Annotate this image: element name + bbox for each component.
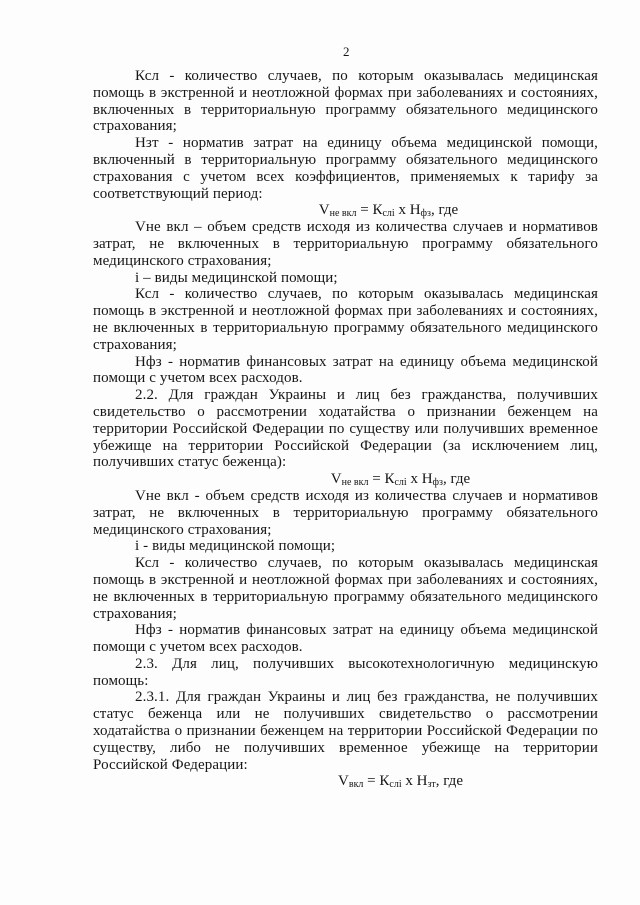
formula-v-ne-vkl-1: $V_{не вкл} = К_{слi}$ х $Н_{фз}$, где bbox=[318, 202, 459, 220]
formula-v-ne-vkl-2: $V_{не вкл} = К_{слi}$ х $Н_{фз}$, где bbox=[330, 471, 471, 489]
paragraph-nfz-definition-2: Нфз - норматив финансовых затрат на единицу объема медицинской помощи с учетом всех расходов. bbox=[93, 622, 598, 656]
section-2-2-heading: 2.2. Для граждан Украины и лиц без гражданства, получивших свидетельство о рассмотрении ходатайства о признании беженцем на территории Российской Федерации по существу или получивших временное убежище на территории Российской Федерации (за исключением лиц, получивших статус беженца): bbox=[93, 387, 598, 471]
paragraph-v-ne-vkl-definition-1: Vне вкл – объем средств исходя из количества случаев и нормативов затрат, не включенных в территориальную программу обязательного медицинского страхования; bbox=[93, 219, 598, 269]
paragraph-v-ne-vkl-definition-2: Vне вкл - объем средств исходя из количества случаев и нормативов затрат, не включенных в территориальную программу обязательного медицинского страхования; bbox=[93, 487, 598, 538]
paragraph-ksl-definition-1: Ксл - количество случаев, по которым оказывалась медицинская помощь в экстренной и неотложной формах при заболеваниях и состояниях, включенных в территориальную программу обязательного медицинского страхования; bbox=[93, 68, 598, 135]
page-number: 2 bbox=[343, 44, 350, 59]
section-2-3-1-heading: 2.3.1. Для граждан Украины и лиц без гражданства, не получивших статус беженца или не получивших свидетельство о рассмотрении ходатайства о признании беженцем на территории Российской Федерации по существу, либо не получивших временное убежище на территории Российской Федерации: bbox=[93, 689, 598, 773]
paragraph-ksl-definition-3: Ксл - количество случаев, по которым оказывалась медицинская помощь в экстренной и неотложной формах при заболеваниях и состояниях, не включенных в территориальную программу обязательного медицинского страхования; bbox=[93, 555, 598, 622]
paragraph-i-definition-1: i – виды медицинской помощи; bbox=[135, 269, 338, 286]
formula-v-vkl: $V_{вкл} = К_{слi}$ х $Н_{зт}$, где bbox=[338, 773, 463, 791]
paragraph-nzt-definition: Нзт - норматив затрат на единицу объема медицинской помощи, включенный в территориальную программу обязательного медицинского страхования с учетом всех коэффициентов, применяемых к тарифу за соответствующий период: bbox=[93, 135, 598, 202]
paragraph-i-definition-2: i - виды медицинской помощи; bbox=[135, 538, 336, 555]
paragraph-nfz-definition-1: Нфз - норматив финансовых затрат на единицу объема медицинской помощи с учетом всех расходов. bbox=[93, 353, 598, 387]
document-body bbox=[93, 68, 598, 790]
paragraph-ksl-definition-2: Ксл - количество случаев, по которым оказывалась медицинская помощь в экстренной и неотложной формах при заболеваниях и состояниях, не включенных в территориальную программу обязательного медицинского страхования; bbox=[93, 286, 598, 353]
section-2-3-heading: 2.3. Для лиц, получивших высокотехнологичную медицинскую помощь: bbox=[93, 655, 598, 689]
